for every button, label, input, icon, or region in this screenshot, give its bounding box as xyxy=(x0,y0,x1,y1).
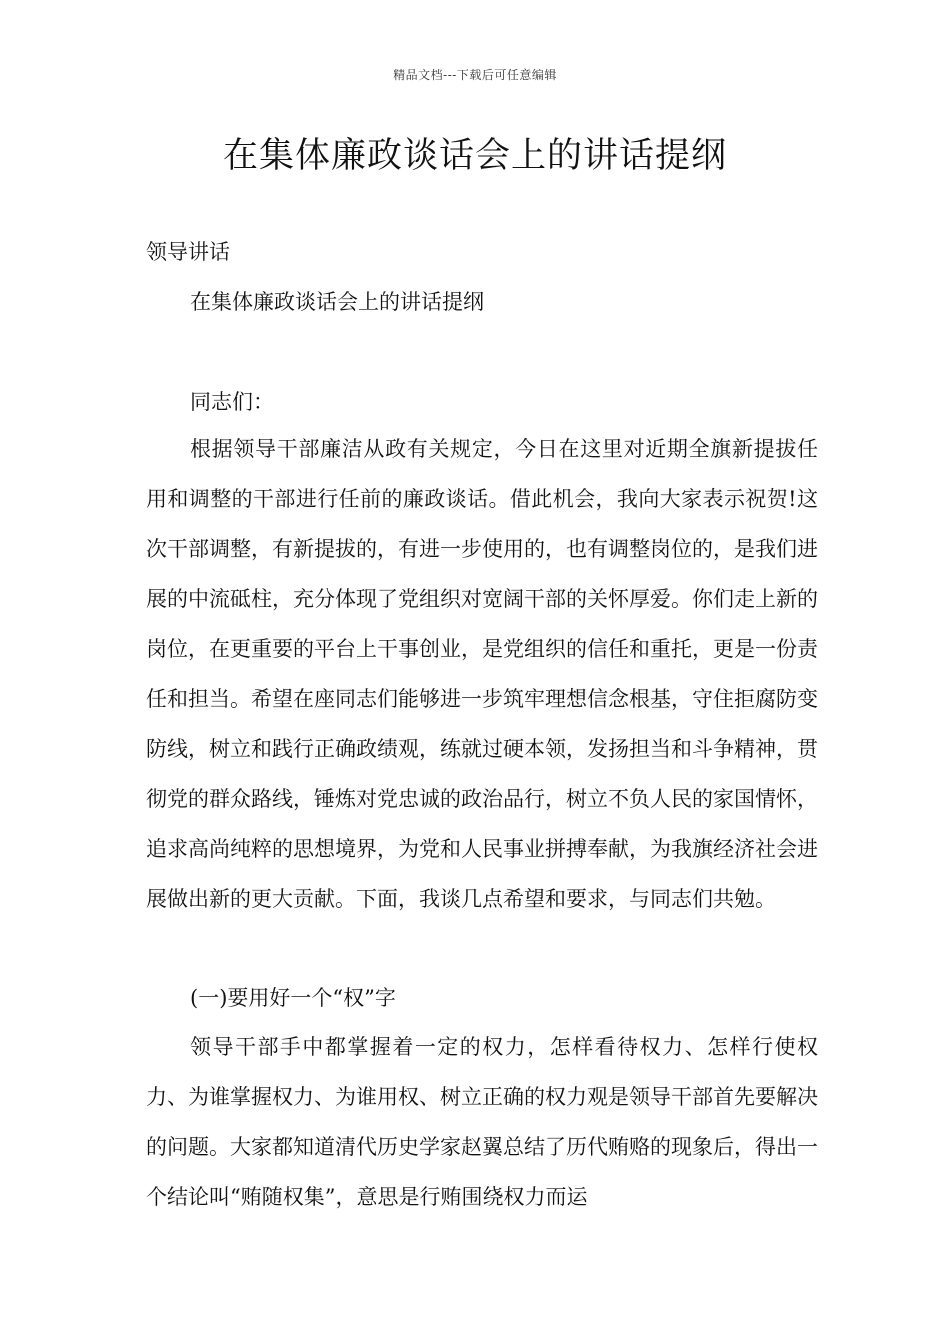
body-paragraph-2: 领导干部手中都掌握着一定的权力，怎样看待权力、怎样行使权力、为谁掌握权力、为谁用权、树立正确的权力观是领导干部首先要解决的问题。大家都知道清代历史学家赵翼总结了历代贿赂的现象后，得出一个结论叫“贿随权集”，意思是行贿围绕权力而运 xyxy=(146,1035,818,1209)
section-heading-1: (一)要用好一个“权”字 xyxy=(190,986,396,1010)
header-note: 精品文档---下载后可任意编辑 xyxy=(393,68,557,82)
category-label: 领导讲话 xyxy=(146,240,230,264)
document-title: 在集体廉政谈话会上的讲话提纲 xyxy=(222,136,727,176)
salutation: 同志们： xyxy=(190,390,274,414)
document-subtitle: 在集体廉政谈话会上的讲话提纲 xyxy=(190,290,484,314)
body-paragraph-1: 根据领导干部廉洁从政有关规定，今日在这里对近期全旗新提拔任用和调整的干部进行任前的廉政谈话。借此机会，我向大家表示祝贺!这次干部调整，有新提拔的，有进一步使用的，也有调整岗位的，是我们进展的中流砥柱，充分体现了党组织对宽阔干部的关怀厚爱。你们走上新的岗位，在更重要的平台上干事创业，是党组织的信任和重托，更是一份责任和担当。希望在座同志们能够进一步筑牢理想信念根基，守住拒腐防变防线，树立和践行正确政绩观，练就过硬本领，发扬担当和斗争精神，贯彻党的群众路线，锤炼对党忠诚的政治品行，树立不负人民的家国情怀，追求高尚纯粹的思想境界，为党和人民事业拼搏奉献，为我旗经济社会进展做出新的更大贡献。下面，我谈几点希望和要求，与同志们共勉。 xyxy=(146,437,818,911)
